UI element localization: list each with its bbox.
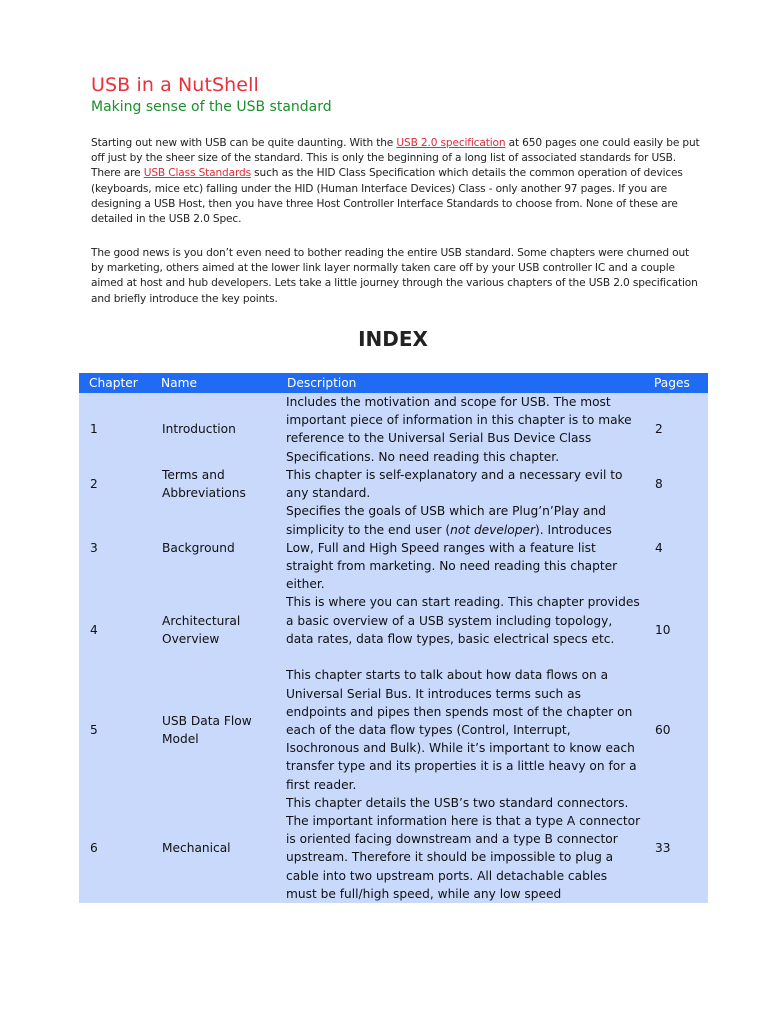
table-row	[79, 466, 708, 502]
table-row	[79, 666, 708, 793]
cell-name: Introduction	[151, 393, 277, 466]
description-text: This chapter details the USB’s two standard connectors. The important information here is that a type A connector is oriented facing downstream and a type B connector upstream. Therefore it should be impossible to plug a cable into two upstream ports. All detachable cables must be full/high speed, while any low speed	[286, 795, 641, 901]
cell-description: This chapter is self-explanatory and a necessary evil to any standard.	[277, 466, 647, 502]
cell-name: Mechanical	[151, 794, 277, 903]
column-header-name: Name	[151, 373, 277, 393]
description-emphasis: not developer	[450, 522, 535, 537]
cell-pages: 33	[647, 794, 708, 903]
cell-pages: 8	[647, 466, 708, 502]
cell-name: Terms and Abbreviations	[151, 466, 277, 502]
usb-spec-link[interactable]: USB 2.0 specification	[396, 137, 506, 149]
cell-chapter: 5	[79, 666, 151, 793]
cell-chapter: 4	[79, 593, 151, 666]
intro-paragraph-1	[91, 136, 703, 227]
usb-class-standards-link[interactable]: USB Class Standards	[143, 167, 251, 180]
table-row	[79, 794, 708, 903]
index-heading: INDEX	[358, 327, 428, 351]
cell-chapter: 6	[79, 794, 151, 903]
cell-description: Includes the motivation and scope for USB. The most important piece of information in this chapter is to make reference to the Universal Serial Bus Device Class Specifications. No need reading this chapter.	[277, 393, 647, 466]
cell-chapter: 2	[79, 466, 151, 502]
column-header-chapter: Chapter	[79, 373, 151, 393]
document-title: USB in a NutShell	[91, 74, 259, 96]
cell-name: Architectural Overview	[151, 593, 277, 666]
intro-paragraph-2: The good news is you don’t even need to bother reading the entire USB standard. Some chapters were churned out by marketing, others aimed at the lower link layer normally taken care off by your USB controller IC and a couple aimed at host and hub developers. Lets take a little journey through the various chapters of the USB 2.0 specification and briefly introduce the key points.	[91, 247, 698, 305]
document-subtitle: Making sense of the USB standard	[91, 99, 332, 115]
table-row	[79, 593, 708, 666]
column-header-description: Description	[277, 373, 647, 393]
description-text: ). Introduces Low, Full and High Speed ranges with a feature list straight from marketing. No need reading this chapter either.	[286, 522, 618, 592]
column-header-pages: Pages	[647, 373, 708, 393]
table-row	[79, 502, 708, 593]
cell-chapter: 3	[79, 502, 151, 593]
cell-description	[277, 502, 647, 593]
intro-text: at 650 pages one could easily be put off just by the sheer size of the standard. This is only the beginning of a long list of associated standards for USB. There are	[91, 137, 700, 180]
cell-pages: 4	[647, 502, 708, 593]
cell-description: This chapter starts to talk about how data flows on a Universal Serial Bus. It introduces terms such as endpoints and pipes then spends most of the chapter on each of the data flow types (Control, Interrupt, Isochronous and Bulk). While it’s important to know each transfer type and its properties it is a little heavy on for a first reader.	[277, 666, 647, 793]
cell-description	[277, 794, 647, 903]
cell-pages: 10	[647, 593, 708, 666]
cell-description: This is where you can start reading. This chapter provides a basic overview of a USB system including topology, data rates, data flow types, basic electrical specs etc.	[277, 593, 647, 666]
cell-pages: 60	[647, 666, 708, 793]
cell-name: Background	[151, 502, 277, 593]
table-row	[79, 393, 708, 466]
index-table	[79, 373, 708, 903]
intro-text: such as the HID Class Specification which details the common operation of devices (keyboards, mice etc) falling under the HID (Human Interface Devices) Class - only another 97 pages. If you are designing a USB Host, then you have three Host Controller Interface Standards to choose from. None of these are detailed in the USB 2.0 Spec.	[91, 167, 683, 226]
cell-pages: 2	[647, 393, 708, 466]
cell-name: USB Data Flow Model	[151, 666, 277, 793]
description-text: Specifies the goals of USB which are Plug’n’Play and simplicity to the end user (	[286, 504, 606, 537]
table-header-row	[79, 373, 708, 393]
intro-text: Starting out new with USB can be quite daunting. With the	[91, 137, 397, 149]
cell-chapter: 1	[79, 393, 151, 466]
